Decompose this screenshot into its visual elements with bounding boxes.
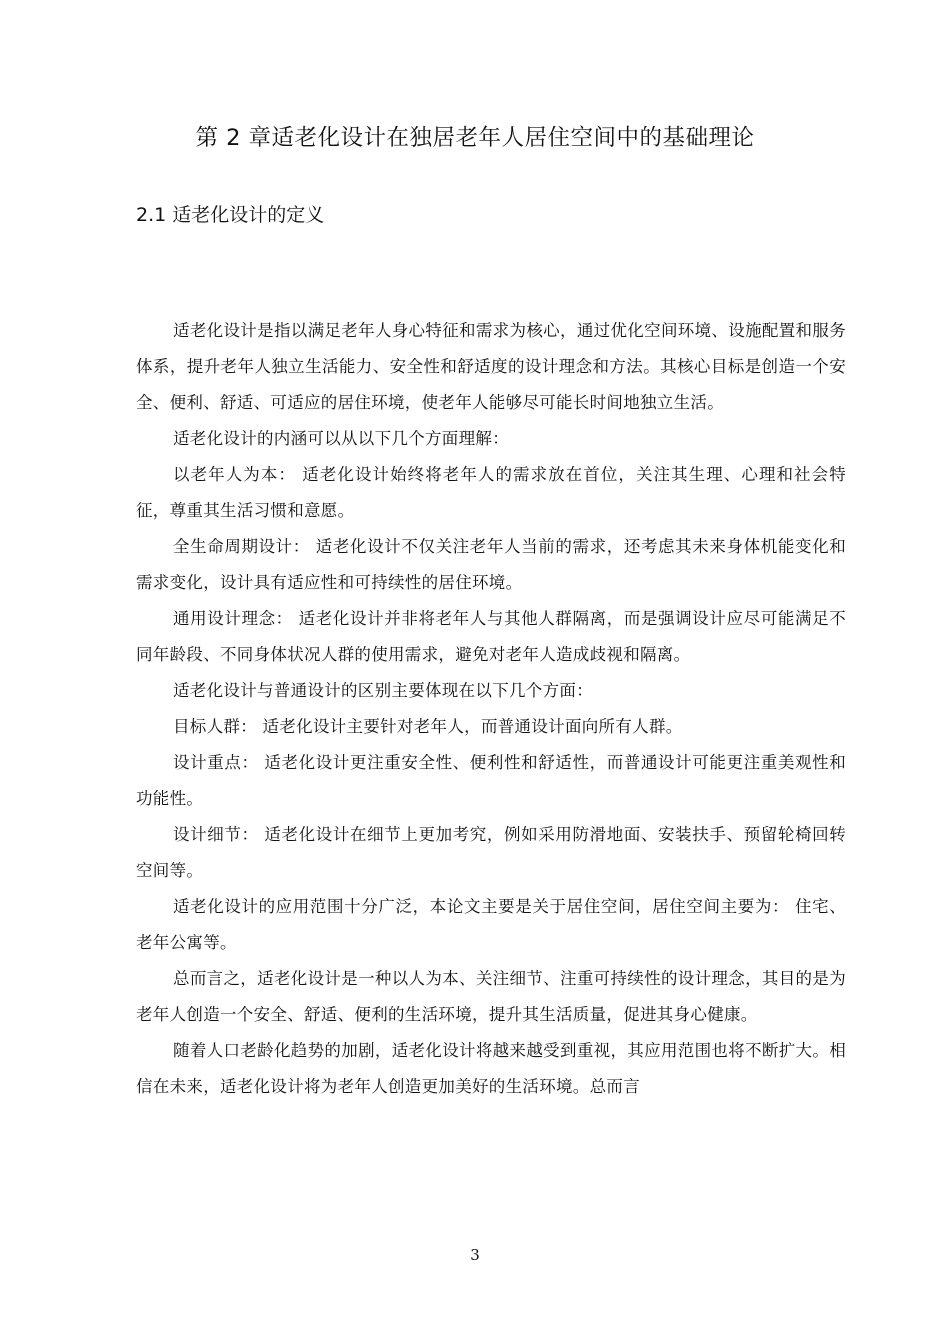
paragraph: 目标人群： 适老化设计主要针对老年人，而普通设计面向所有人群。	[173, 717, 683, 736]
chapter-title: 第 2 章适老化设计在独居老年人居住空间中的基础理论	[195, 125, 755, 151]
page-number: 3	[470, 1246, 480, 1264]
paragraph: 设计重点： 适老化设计更注重安全性、便利性和舒适性，而普通设计可能更注重美观性和功能性。	[136, 753, 846, 808]
paragraph: 总而言之，适老化设计是一种以人为本、关注细节、注重可持续性的设计理念，其目的是为老年人创造一个安全、舒适、便利的生活环境，提升其生活质量，促进其身心健康。	[136, 969, 846, 1024]
paragraph: 适老化设计的应用范围十分广泛，本论文主要是关于居住空间，居住空间主要为： 住宅、老年公寓等。	[136, 897, 846, 952]
paragraph: 通用设计理念： 适老化设计并非将老年人与其他人群隔离，而是强调设计应尽可能满足不同年龄段、不同身体状况人群的使用需求，避免对老年人造成歧视和隔离。	[136, 609, 846, 664]
paragraph: 设计细节： 适老化设计在细节上更加考究，例如采用防滑地面、安装扶手、预留轮椅回转空间等。	[136, 825, 846, 880]
paragraph: 适老化设计是指以满足老年人身心特征和需求为核心，通过优化空间环境、设施配置和服务体系，提升老年人独立生活能力、安全性和舒适度的设计理念和方法。其核心目标是创造一个安全、便利、舒适、可适应的居住环境，使老年人能够尽可能长时间地独立生活。	[136, 321, 846, 412]
body-text	[136, 313, 846, 1105]
paragraph: 适老化设计与普通设计的区别主要体现在以下几个方面：	[173, 681, 593, 700]
section-title: 2.1 适老化设计的定义	[136, 204, 325, 226]
paragraph: 全生命周期设计： 适老化设计不仅关注老年人当前的需求，还考虑其未来身体机能变化和需求变化，设计具有适应性和可持续性的居住环境。	[136, 537, 846, 592]
paragraph: 适老化设计的内涵可以从以下几个方面理解：	[173, 429, 509, 448]
paragraph: 随着人口老龄化趋势的加剧，适老化设计将越来越受到重视，其应用范围也将不断扩大。相信在未来，适老化设计将为老年人创造更加美好的生活环境。总而言	[136, 1041, 846, 1096]
paragraph: 以老年人为本： 适老化设计始终将老年人的需求放在首位，关注其生理、心理和社会特征，尊重其生活习惯和意愿。	[136, 465, 846, 520]
